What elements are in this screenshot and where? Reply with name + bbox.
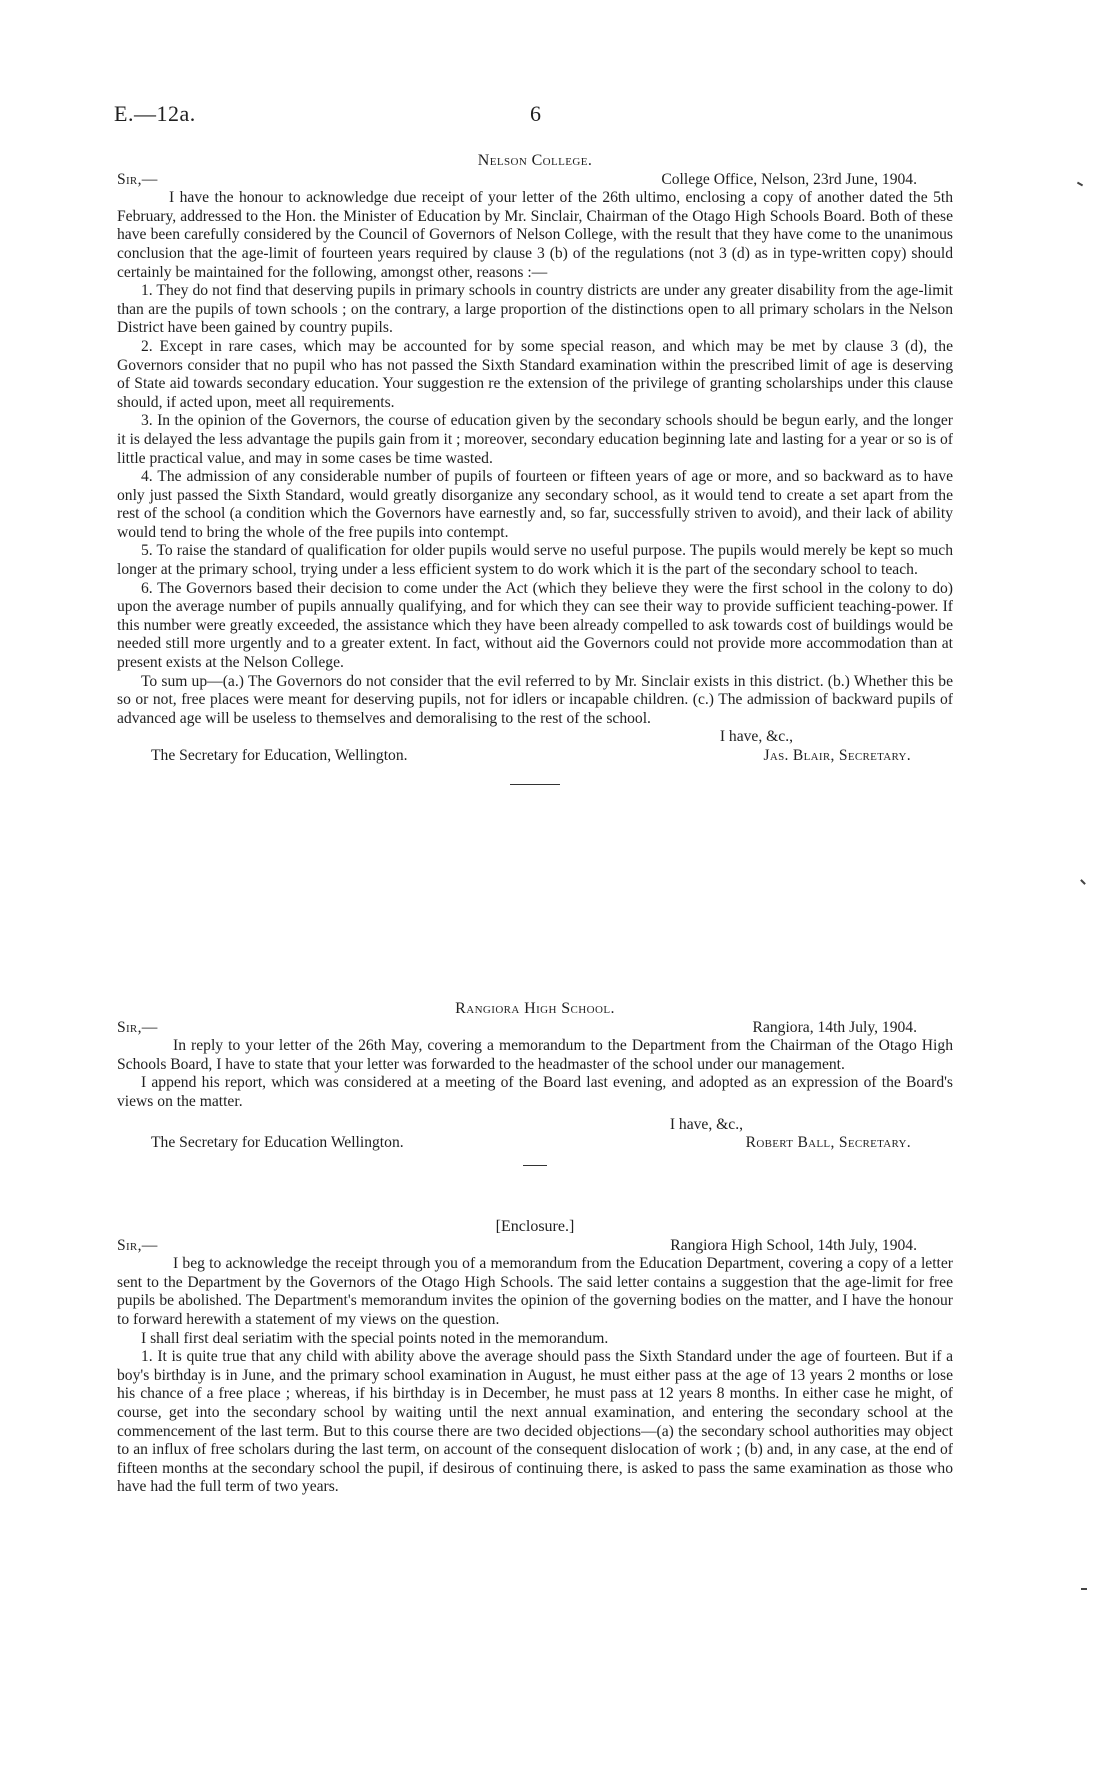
rangiora-closing-row	[117, 1116, 743, 1135]
rangiora-title: Rangiora High School.	[455, 1000, 615, 1017]
scan-mark	[1077, 182, 1083, 187]
page-number: 6	[530, 101, 541, 126]
rangiora-addressee: The Secretary for Education Wellington.	[151, 1134, 404, 1152]
enclosure-paragraph-2: I shall first deal seriatim with the special points noted in the memorandum.	[141, 1329, 609, 1347]
nelson-reason-3: 3. In the opinion of the Governors, the course of education given by the secondary schools should be begun early, and the longer it is delayed the less advantage the pupils gain from it ; moreover, secondary education beginning late and lasting for a year or so is of little practical value, and may in some cases be time wasted.	[117, 412, 953, 467]
enclosure-point-1: 1. It is quite true that any child with ability above the average should pass the Sixth Standard under the age of fourteen. But if a boy's birthday is in June, and the primary school examination in August, he must either pass at the age of 13 years 2 months or lose his chance of a free place ; whereas, if his birthday is in December, he must pass at 12 years 8 months. In either case he might, of course, get into the secondary school by waiting until the next annual examination, and entering the secondary school at the commencement of the last term. But to this course there are two decided objections—(a) the secondary school authorities may object to an influx of free scholars during the last term, on account of the consequent dislocation of work ; (b) and, in any case, at the end of fifteen months at the secondary school the pupil, if desirous of continuing there, is asked to pass the same examination as those who have had the full term of two years.	[117, 1348, 953, 1496]
rangiora-closing: I have, &c.,	[669, 1115, 743, 1133]
nelson-closing-row	[117, 728, 793, 747]
rangiora-signature: Robert Ball, Secretary.	[745, 1134, 911, 1152]
section-divider	[510, 784, 560, 785]
nelson-signature-row	[117, 747, 953, 766]
nelson-reason-4: 4. The admission of any considerable number of pupils of fourteen or fifteen years of age or more, and so backward as to have only just passed the Sixth Standard, would greatly disorganize any secondary school, as it would tend to create a set apart from the rest of the school (a condition which the Governors have earnestly and, so far, successfully striven to avoid), and their lack of ability would tend to bring the whole of the free pupils into contempt.	[117, 468, 953, 541]
rangiora-heading-row	[117, 1019, 953, 1038]
nelson-intro: I have the honour to acknowledge due receipt of your letter of the 26th ultimo, enclosing a copy of another dated the 5th February, addressed to the Hon. the Minister of Education by Mr. Sinclair, Chairman of the Otago High Schools Board. Both of these have been carefully considered by the Council of Governors of Nelson College, with the result that they have come to the unanimous conclusion that the age-limit of fourteen years required by clause 3 (b) of the regulations (not 3 (d) as in type-written copy) should certainly be maintained for the following, amongst other, reasons :—	[117, 189, 953, 281]
scan-mark	[1081, 1588, 1087, 1590]
nelson-letter	[117, 152, 953, 785]
nelson-reason-6: 6. The Governors based their decision to come under the Act (which they believe they were the first school in the colony to do) upon the average number of pupils annually qualifying, and for which they can see their way to provide sufficient teaching-power. If this number were greatly exceeded, the assistance which they have been already compelled to ask towards cost of buildings would be needed still more urgently and to a greater extent. In fact, without aid the Governors could not provide more accommodation than at present exists at the Nelson College.	[117, 579, 953, 672]
enclosure-place-date: Rangiora High School, 14th July, 1904.	[670, 1236, 917, 1254]
nelson-heading-row	[117, 171, 953, 190]
rangiora-letter	[117, 1000, 953, 1166]
nelson-signature: Jas. Blair, Secretary.	[763, 747, 911, 764]
section-divider-short	[523, 1165, 547, 1166]
enclosure-paragraph-1: I beg to acknowledge the receipt through you of a memorandum from the Education Department, covering a copy of a letter sent to the Department by the Governors of the Otago High Schools. The said letter contains a suggestion that the age-limit for free pupils be abolished. The Department's memorandum invites the opinion of the governing bodies on the matter, and I have the honour to forward herewith a statement of my views on the question.	[117, 1255, 953, 1328]
nelson-reason-1: 1. They do not find that deserving pupils in primary schools in country districts are under any greater disability from the age-limit than are the pupils of town schools ; on the contrary, a large proportion of the distinctions open to all primary scholars in the Nelson District have been gained by country pupils.	[117, 282, 953, 337]
rangiora-paragraph-2: I append his report, which was considered at a meeting of the Board last evening, and adopted as an expression of the Board's views on the matter.	[117, 1074, 953, 1110]
rangiora-place-date: Rangiora, 14th July, 1904.	[752, 1018, 917, 1036]
enclosure-title: [Enclosure.]	[495, 1218, 575, 1235]
rangiora-salutation: Sir,—	[117, 1018, 158, 1036]
nelson-summary: To sum up—(a.) The Governors do not consider that the evil referred to by Mr. Sinclair exists in this district. (b.) Whether this be so or not, free places were meant for deserving pupils, not for idlers or incapable children. (c.) The admission of backward pupils of advanced age will be useless to themselves and demoralising to the rest of the school.	[117, 672, 953, 727]
enclosure-heading-row	[117, 1237, 953, 1256]
scan-mark	[1080, 879, 1086, 885]
nelson-reason-5: 5. To raise the standard of qualification for older pupils would serve no useful purpose. The pupils would merely be kept so much longer at the primary school, trying under a less efficient system to do work which it is the part of the secondary school to teach.	[117, 542, 953, 579]
nelson-salutation: Sir,—	[117, 170, 158, 188]
document-code: E.—12a.	[114, 101, 196, 126]
nelson-reason-2: 2. Except in rare cases, which may be accounted for by some special reason, and which may be met by clause 3 (d), the Governors consider that no pupil who has not passed the Sixth Standard examination within the prescribed limit of age is deserving of State aid towards secondary education. Your suggestion re the extension of the privilege of granting scholarships under this clause should, if acted upon, meet all requirements.	[117, 337, 953, 411]
rangiora-signature-row	[117, 1134, 953, 1153]
rangiora-paragraph-1: In reply to your letter of the 26th May, covering a memorandum to the Department from the Chairman of the Otago High Schools Board, I have to state that your letter was forwarded to the headmaster of the school under our management.	[117, 1037, 953, 1073]
enclosure-salutation: Sir,—	[117, 1236, 158, 1254]
nelson-addressee: The Secretary for Education, Wellington.	[151, 747, 408, 764]
nelson-closing: I have, &c.,	[719, 728, 793, 746]
nelson-title: Nelson College.	[477, 152, 593, 169]
enclosure-letter	[117, 1218, 953, 1497]
nelson-place-date: College Office, Nelson, 23rd June, 1904.	[661, 170, 917, 188]
